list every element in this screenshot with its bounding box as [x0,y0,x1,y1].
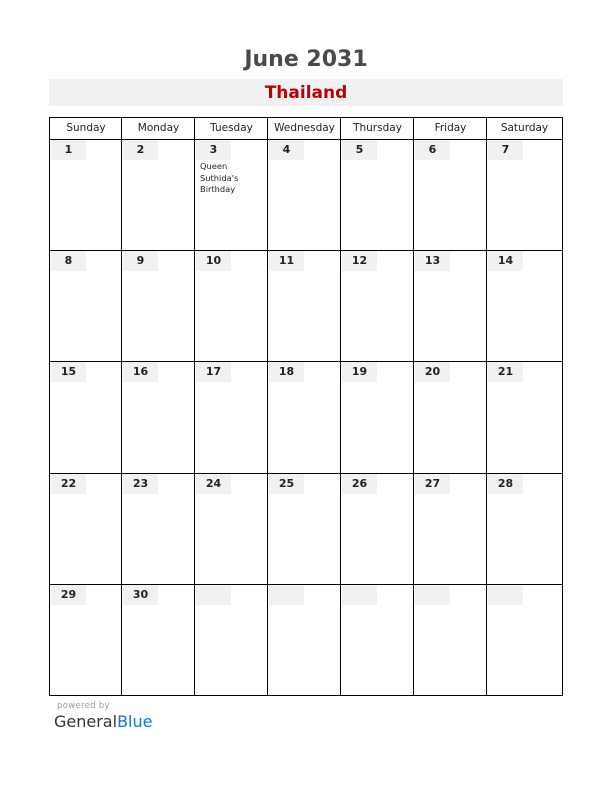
day-number-box [196,585,231,605]
day-cell[interactable] [341,584,413,695]
weekday-saturday: Saturday [500,122,549,134]
day-number: 14 [497,254,514,267]
country-banner [49,79,563,106]
day-number: 29 [60,588,77,601]
day-number-box [488,585,523,605]
day-number: 26 [351,477,368,490]
day-number-box [488,474,523,494]
day-number: 1 [64,143,73,156]
day-number: 6 [428,143,437,156]
day-number: 11 [278,254,295,267]
day-number: 27 [424,477,441,490]
day-number-box [415,474,450,494]
day-number-box [196,474,231,494]
day-number-box [123,585,158,605]
day-number: 19 [351,365,368,378]
page-title: June 2031 [244,47,368,72]
weekday-friday: Friday [434,122,467,134]
day-number: 23 [132,477,149,490]
holiday-label-line: Birthday [200,184,236,194]
day-cell[interactable] [122,473,194,584]
day-cell[interactable] [341,361,413,472]
day-number-box [51,474,86,494]
day-cell[interactable] [122,139,194,250]
day-cell[interactable] [268,361,340,472]
day-cell[interactable] [414,250,486,361]
day-number-box [415,251,450,271]
day-number-box [342,140,377,160]
day-number-box [269,474,304,494]
day-cell[interactable] [268,473,340,584]
weekday-sunday: Sunday [66,122,106,134]
day-number-box [123,474,158,494]
day-cell[interactable] [195,139,267,250]
day-cell[interactable] [50,250,121,361]
day-number: 13 [424,254,441,267]
day-number-box [123,251,158,271]
day-number: 15 [60,365,77,378]
day-number: 5 [355,143,364,156]
day-cell[interactable] [487,473,561,584]
day-cell[interactable] [195,584,267,695]
day-cell[interactable] [414,473,486,584]
day-cell[interactable] [195,250,267,361]
day-number: 24 [205,477,222,490]
day-number: 30 [132,588,149,601]
weekday-wednesday: Wednesday [274,122,335,134]
generalblue-logo[interactable] [54,712,152,731]
day-number-box [269,362,304,382]
day-number: 7 [501,143,510,156]
day-number: 20 [424,365,441,378]
day-number-box [269,251,304,271]
day-number-box [488,362,523,382]
day-cell[interactable] [50,361,121,472]
day-number: 25 [278,477,295,490]
day-cell[interactable] [487,584,561,695]
day-number-box [415,585,450,605]
weekday-monday: Monday [137,122,180,134]
day-cell[interactable] [50,473,121,584]
day-cell[interactable] [122,584,194,695]
day-number-box [123,362,158,382]
day-cell[interactable] [268,250,340,361]
day-number: 4 [282,143,291,156]
day-cell[interactable] [341,250,413,361]
day-cell[interactable] [414,584,486,695]
day-number-box [123,140,158,160]
day-number: 2 [136,143,145,156]
day-number-box [196,251,231,271]
day-number-box [488,140,523,160]
day-number-box [269,585,304,605]
day-number: 18 [278,365,295,378]
day-number-box [342,474,377,494]
day-cell[interactable] [50,584,121,695]
weekday-thursday: Thursday [353,122,402,134]
day-number-box [342,251,377,271]
day-number: 21 [497,365,514,378]
day-cell[interactable] [487,139,561,250]
day-cell[interactable] [50,139,121,250]
day-number-box [342,585,377,605]
day-number: 3 [209,143,218,156]
day-number-box [51,140,86,160]
day-cell[interactable] [268,584,340,695]
day-number: 17 [205,365,222,378]
day-cell[interactable] [195,473,267,584]
brand-blue: Blue [117,712,153,731]
calendar-grid [49,117,563,696]
day-number: 10 [205,254,222,267]
brand-general: General [54,712,118,731]
day-cell[interactable] [341,473,413,584]
day-cell[interactable] [341,139,413,250]
day-number-box [51,585,86,605]
day-number-box [415,140,450,160]
holiday-label-line: Suthida's [200,172,239,183]
day-cell[interactable] [195,361,267,472]
day-cell[interactable] [487,361,561,472]
day-number: 16 [132,365,149,378]
day-number: 22 [60,477,77,490]
day-cell[interactable] [414,361,486,472]
day-number-box [51,362,86,382]
country-name: Thailand [264,83,348,103]
day-number: 8 [64,254,73,267]
day-number-box [269,140,304,160]
weekday-tuesday: Tuesday [210,122,253,134]
day-number: 12 [351,254,368,267]
day-number-box [196,140,231,160]
day-number-box [51,251,86,271]
day-number-box [342,362,377,382]
day-number: 28 [497,477,514,490]
powered-by-text: powered by [57,701,110,711]
day-number-box [488,251,523,271]
day-number-box [196,362,231,382]
day-number-box [415,362,450,382]
holiday-label-line: Queen [200,161,228,171]
day-cell[interactable] [122,361,194,472]
day-cell[interactable] [487,250,561,361]
day-cell[interactable] [122,250,194,361]
holiday-label [200,161,264,196]
day-cell[interactable] [414,139,486,250]
day-cell[interactable] [268,139,340,250]
day-number: 9 [136,254,145,267]
